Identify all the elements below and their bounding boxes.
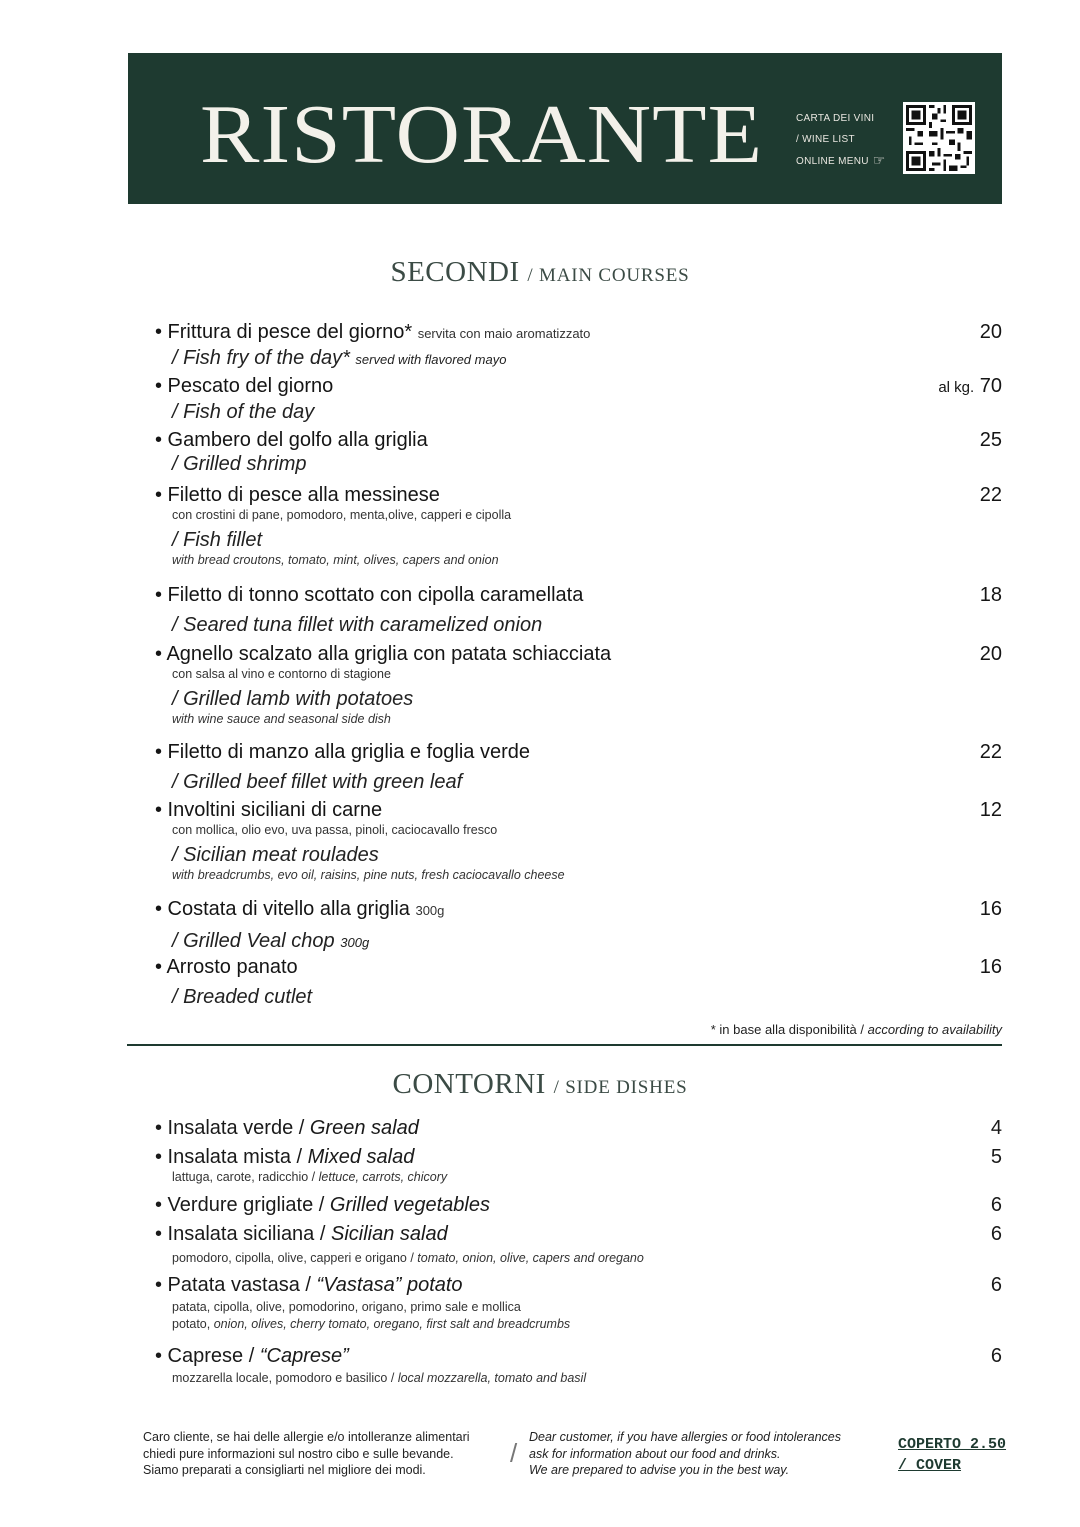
wine-list-label: CARTA DEI VINI (796, 113, 875, 124)
menu-item: • Pescato del giorno al kg. 70 / Fish of the day (155, 375, 1002, 423)
menu-item: • Arrosto panato 16 / Breaded cutlet (155, 956, 1002, 1008)
side-item: • Insalata verde / Green salad 4 (155, 1117, 1002, 1139)
secondi-heading: SECONDI / MAIN COURSES (390, 256, 690, 288)
pointing-hand-icon: ☞ (872, 152, 886, 168)
menu-item: • Filetto di pesce alla messinese 22 con crostini di pane, pomodoro, menta,olive, capperi e cipolla / Fish fillet with bread croutons, tomato, mint, olives, capers and onion (155, 484, 1002, 567)
availability-footnote: * in base alla disponibilità / according to availability (710, 1022, 1002, 1037)
cover-charge: COPERTO 2.50 / COVER (898, 1436, 1007, 1474)
menu-item: • Agnello scalzato alla griglia con patata schiacciata 20 con salsa al vino e contorno di stagione / Grilled lamb with potatoes with wine sauce and seasonal side dish (155, 643, 1002, 726)
allergy-notice-en: Dear customer, if you have allergies or food intolerances ask for information about our food and drinks. We are prepared to advise you in the best way. (529, 1430, 841, 1477)
menu-item: • Filetto di manzo alla griglia e foglia verde 22 / Grilled beef fillet with green leaf (155, 741, 1002, 793)
side-item: • Caprese / “Caprese” 6 mozzarella locale, pomodoro e basilico / local mozzarella, tomato and basil (155, 1345, 1002, 1385)
menu-item: • Costata di vitello alla griglia 300g 16 / Grilled Veal chop 300g (155, 898, 1002, 952)
side-item: • Verdure grigliate / Grilled vegetables 6 (155, 1194, 1002, 1216)
section-divider (127, 1044, 1002, 1046)
header-links (796, 108, 886, 172)
side-item: • Patata vastasa / “Vastasa” potato 6 patata, cipolla, olive, pomodorino, origano, primo sale e mollica potato, onion, olives, cherry tomato, oregano, first salt and breadcrumbs (155, 1274, 1002, 1331)
qr-code-icon[interactable] (903, 102, 975, 174)
restaurant-title: RISTORANTE (200, 88, 764, 181)
menu-item: • Filetto di tonno scottato con cipolla caramellata 18 / Seared tuna fillet with caramelized onion (155, 584, 1002, 636)
contorni-heading: CONTORNI / SIDE DISHES (392, 1068, 688, 1100)
header-banner (128, 53, 1002, 204)
wine-list-label-en: / WINE LIST (796, 134, 855, 145)
menu-item: • Gambero del golfo alla griglia 25 / Grilled shrimp (155, 429, 1002, 475)
side-item: • Insalata mista / Mixed salad 5 lattuga, carote, radicchio / lettuce, carrots, chicory (155, 1146, 1002, 1184)
online-menu-link[interactable]: ONLINE MENU ☞ (796, 150, 886, 172)
footer-separator: / (510, 1438, 518, 1468)
allergy-notice-it: Caro cliente, se hai delle allergie e/o intolleranze alimentari chiedi pure informazioni sul nostro cibo e sulle bevande. Siamo preparati a consigliarti nel migliore dei modi. (143, 1430, 470, 1477)
menu-item: • Involtini siciliani di carne 12 con mollica, olio evo, uva passa, pinoli, caciocavallo fresco / Sicilian meat roulades with breadcrumbs, evo oil, raisins, pine nuts, fresh caciocavallo cheese (155, 799, 1002, 882)
menu-item: • Frittura di pesce del giorno* servita con maio aromatizzato 20 / Fish fry of the day* served with flavored mayo (155, 321, 1002, 369)
side-item: • Insalata siciliana / Sicilian salad 6 pomodoro, cipolla, olive, capperi e origano / tomato, onion, olive, capers and oregano (155, 1223, 1002, 1265)
